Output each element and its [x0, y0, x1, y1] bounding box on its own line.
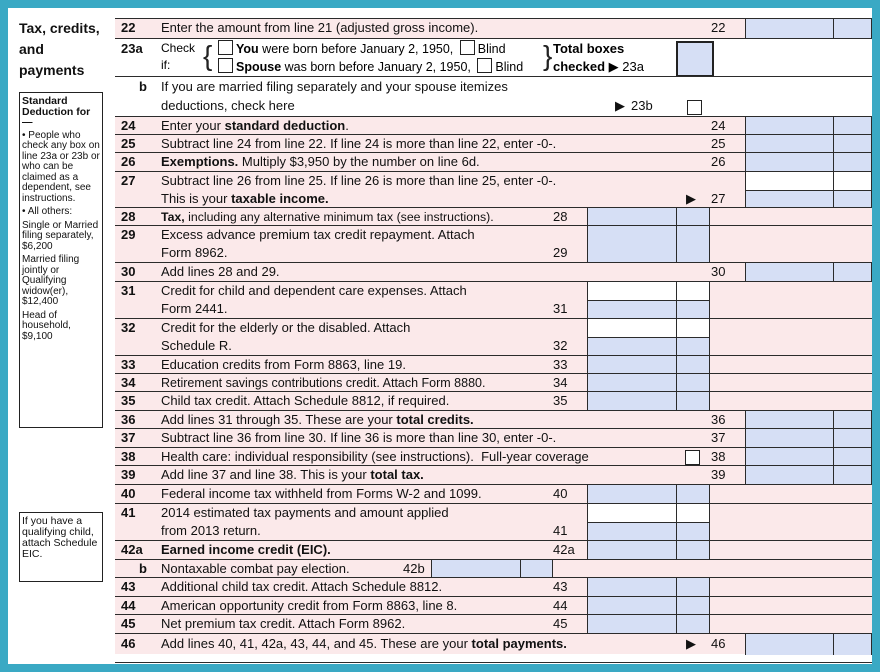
- line-24-amount-field[interactable]: [745, 117, 872, 135]
- line-38-amount-field[interactable]: [745, 448, 872, 466]
- line-number: 33: [121, 357, 136, 372]
- line-description: 2014 estimated tax payments and amount applied: [161, 505, 449, 520]
- line-ref: 22: [711, 20, 726, 35]
- line-46-amount-field[interactable]: [745, 634, 872, 655]
- arrow-icon: ▶: [608, 59, 619, 74]
- line-23a-you: [215, 40, 506, 58]
- arrow-icon: ▶: [686, 636, 696, 651]
- line-ref: 26: [711, 154, 726, 169]
- tax-form-section: [8, 8, 872, 664]
- line-ref: 34: [553, 375, 568, 390]
- arrow-icon: ▶: [686, 191, 696, 206]
- line-41-blank: [587, 504, 710, 522]
- line-44-amount-field[interactable]: [587, 597, 710, 615]
- line-description: Schedule R.: [161, 338, 232, 353]
- open-brace: {: [203, 40, 213, 71]
- line-23a-spouse: [215, 58, 523, 76]
- line-number: 24: [121, 118, 136, 133]
- total-boxes-label: [553, 40, 673, 76]
- line-28-row: [115, 207, 872, 225]
- line-36-amount-field[interactable]: [745, 411, 872, 429]
- line-number: 25: [121, 136, 136, 151]
- line-32-blank: [587, 319, 710, 337]
- line-42a-amount-field[interactable]: [587, 541, 710, 560]
- line-description: If you are married filing separately and your spouse itemizes: [161, 79, 508, 94]
- standard-deduction-note: • All others:: [22, 206, 73, 217]
- line-description: from 2013 return.: [161, 523, 261, 538]
- line-ref: 40: [553, 486, 568, 501]
- you-born-before-checkbox[interactable]: [218, 40, 233, 55]
- line-ref: 25: [711, 136, 726, 151]
- line-45-amount-field[interactable]: [587, 615, 710, 634]
- line-description: Credit for child and dependent care expenses. Attach: [161, 283, 467, 298]
- line-32-row: [115, 318, 872, 355]
- line-description: Federal income tax withheld from Forms W-2 and 1099.: [161, 486, 482, 501]
- line-description: Earned income credit (EIC).: [161, 542, 331, 557]
- line-ref: 42b: [403, 561, 425, 576]
- line-description: Tax, including any alternative minimum tax (see instructions).: [161, 210, 494, 224]
- line-32-amount-field[interactable]: [587, 337, 710, 356]
- line-29-row: [115, 225, 872, 262]
- line-26-amount-field[interactable]: [745, 153, 872, 172]
- line-number: 32: [121, 320, 136, 335]
- line-ref: 36: [711, 412, 726, 427]
- you-blind-checkbox[interactable]: [460, 40, 475, 55]
- line-description: Nontaxable combat pay election.: [161, 561, 350, 576]
- line-33-amount-field[interactable]: [587, 356, 710, 374]
- blind-label: Blind: [495, 60, 524, 74]
- line-description: Health care: individual responsibility (see instructions). Full-year coverage: [161, 449, 589, 464]
- line-ref: 31: [553, 301, 568, 316]
- total-boxes-checked-field[interactable]: [676, 41, 714, 77]
- line-23a-row: [115, 38, 872, 76]
- line-25-amount-field[interactable]: [745, 135, 872, 153]
- line-number: 26: [121, 154, 136, 169]
- line-ref: 46: [711, 636, 726, 651]
- line-ref: 27: [711, 191, 726, 206]
- line-ref: 43: [553, 579, 568, 594]
- line-28-amount-field[interactable]: [587, 208, 710, 226]
- line-38-row: [115, 447, 872, 465]
- line-30-amount-field[interactable]: [745, 263, 872, 282]
- line-45-row: [115, 614, 872, 633]
- line-42b-row: [115, 559, 872, 577]
- standard-deduction-note: • People who check any box on line 23a or 23b or who can be claimed as a dependent, see instructions.: [22, 129, 100, 204]
- line-25-row: [115, 134, 872, 152]
- line-number: 36: [121, 412, 136, 427]
- section-title-line: payments: [19, 62, 85, 78]
- standard-deduction-note: Married filing jointly or Qualifying widow(er), $12,400: [22, 254, 80, 307]
- line-ref: 44: [553, 598, 568, 613]
- line-number: 38: [121, 449, 136, 464]
- full-year-coverage-checkbox[interactable]: [685, 450, 700, 465]
- line-ref: 37: [711, 430, 726, 445]
- line-description: Retirement savings contributions credit. Attach Form 8880.: [161, 376, 486, 390]
- line-description: Education credits from Form 8863, line 19.: [161, 357, 406, 372]
- section-title-line: Tax, credits,: [19, 20, 100, 36]
- line-description: Excess advance premium tax credit repayment. Attach: [161, 227, 475, 242]
- standard-deduction-note: Single or Married filing separately, $6,200: [22, 219, 99, 252]
- line-number: 39: [121, 467, 136, 482]
- line-number: 41: [121, 505, 136, 520]
- line-42a-row: [115, 540, 872, 559]
- line-description: Add lines 40, 41, 42a, 43, 44, and 45. These are your total payments.: [161, 636, 567, 651]
- line-ref: 42a: [553, 542, 575, 557]
- line-34-amount-field[interactable]: [587, 374, 710, 392]
- arrow-icon: ▶: [615, 98, 625, 113]
- line-30-row: [115, 262, 872, 281]
- line-ref: 23b: [631, 98, 653, 113]
- line-35-amount-field[interactable]: [587, 392, 710, 411]
- line-description: Enter the amount from line 21 (adjusted gross income).: [161, 20, 479, 35]
- close-brace: }: [543, 40, 553, 71]
- left-column: [8, 8, 115, 664]
- line-description: Subtract line 36 from line 30. If line 36 is more than line 30, enter -0-.: [161, 430, 557, 445]
- line-ref: 32: [553, 338, 568, 353]
- line-31-row: [115, 281, 872, 318]
- line-description: Net premium tax credit. Attach Form 8962.: [161, 616, 406, 631]
- bottom-rule: [115, 662, 872, 663]
- line-description: Child tax credit. Attach Schedule 8812, if required.: [161, 393, 450, 408]
- spouse-itemizes-checkbox[interactable]: [687, 100, 702, 115]
- line-description: Additional child tax credit. Attach Schedule 8812.: [161, 579, 443, 594]
- line-43-amount-field[interactable]: [587, 578, 710, 597]
- line-number: 44: [121, 598, 136, 613]
- line-26-row: [115, 152, 872, 171]
- line-number: 31: [121, 283, 136, 298]
- line-37-amount-field[interactable]: [745, 429, 872, 448]
- line-27-amount-field[interactable]: [745, 190, 872, 208]
- spouse-label: Spouse: [236, 60, 282, 74]
- line-ref: 29: [553, 245, 568, 260]
- line-ref: 41: [553, 523, 568, 538]
- line-number: 22: [121, 20, 136, 35]
- line-27-row: [115, 171, 872, 207]
- line-40-row: [115, 484, 872, 503]
- line-number: 30: [121, 264, 136, 279]
- standard-deduction-box: [19, 92, 103, 428]
- line-number: b: [139, 561, 147, 576]
- line-number: 34: [121, 375, 136, 390]
- line-number: 45: [121, 616, 136, 631]
- line-description: Subtract line 26 from line 25. If line 26 is more than line 25, enter -0-.: [161, 173, 557, 188]
- line-37-row: [115, 428, 872, 447]
- line-description: Exemptions. Multiply $3,950 by the number on line 6d.: [161, 154, 480, 169]
- line-44-row: [115, 596, 872, 614]
- line-number: 29: [121, 227, 136, 242]
- line-number: 35: [121, 393, 136, 408]
- line-description: Subtract line 24 from line 22. If line 24 is more than line 22, enter -0-.: [161, 136, 557, 151]
- line-ref: 38: [711, 449, 726, 464]
- line-27-blank: [745, 172, 872, 190]
- line-40-amount-field[interactable]: [587, 485, 710, 504]
- you-label: You: [236, 42, 259, 56]
- you-text: were born before January 2, 1950,: [262, 42, 454, 56]
- line-36-row: [115, 410, 872, 428]
- total-boxes-text: Total boxes checked: [553, 41, 625, 74]
- line-description: Credit for the elderly or the disabled. Attach: [161, 320, 411, 335]
- line-33-row: [115, 355, 872, 373]
- line-43-row: [115, 577, 872, 596]
- line-description: deductions, check here: [161, 98, 295, 113]
- line-23b-row: [115, 76, 872, 116]
- line-description: American opportunity credit from Form 8863, line 8.: [161, 598, 458, 613]
- line-number: 28: [121, 209, 136, 224]
- line-ref: 30: [711, 264, 726, 279]
- line-39-amount-field[interactable]: [745, 466, 872, 485]
- section-title: [19, 18, 100, 81]
- line-22-amount-field[interactable]: [745, 19, 872, 38]
- line-46-row: [115, 633, 872, 654]
- line-29-amount-field[interactable]: [587, 226, 710, 263]
- line-ref: 35: [553, 393, 568, 408]
- line-number: 40: [121, 486, 136, 501]
- line-39-row: [115, 465, 872, 484]
- line-31-amount-field[interactable]: [587, 300, 710, 319]
- standard-deduction-heading: Standard Deduction for—: [22, 95, 91, 128]
- line-41-row: [115, 503, 872, 540]
- line-number: 46: [121, 636, 136, 651]
- blind-label: Blind: [477, 42, 506, 56]
- line-number: 23a: [121, 41, 143, 56]
- line-42b-amount-field[interactable]: [431, 560, 553, 578]
- spouse-blind-checkbox[interactable]: [477, 58, 492, 73]
- line-34-row: [115, 373, 872, 391]
- line-description: Add line 37 and line 38. This is your total tax.: [161, 467, 424, 482]
- line-ref: 45: [553, 616, 568, 631]
- section-title-line: and: [19, 41, 44, 57]
- line-description: Add lines 31 through 35. These are your total credits.: [161, 412, 474, 427]
- line-description: Enter your standard deduction.: [161, 118, 349, 133]
- line-number: 42a: [121, 542, 143, 557]
- line-41-amount-field[interactable]: [587, 522, 710, 541]
- line-number: b: [139, 79, 147, 94]
- line-description: Form 2441.: [161, 301, 228, 316]
- line-description: Add lines 28 and 29.: [161, 264, 280, 279]
- line-22-row: [115, 18, 872, 38]
- line-description: Form 8962.: [161, 245, 228, 260]
- eic-note: If you have a qualifying child, attach Schedule EIC.: [19, 512, 103, 582]
- line-ref: 33: [553, 357, 568, 372]
- spouse-text: was born before January 2, 1950,: [284, 60, 471, 74]
- standard-deduction-note: Head of household, $9,100: [22, 309, 71, 342]
- line-24-row: [115, 116, 872, 134]
- line-number: 43: [121, 579, 136, 594]
- line-ref: 28: [553, 209, 568, 224]
- line-35-row: [115, 391, 872, 410]
- line-number: 27: [121, 173, 136, 188]
- line-ref: 24: [711, 118, 726, 133]
- line-ref: 23a: [622, 59, 644, 74]
- check-if-label: Check if:: [161, 41, 196, 72]
- line-31-blank: [587, 282, 710, 300]
- line-number: 37: [121, 430, 136, 445]
- spouse-born-before-checkbox[interactable]: [218, 58, 233, 73]
- line-description: This is your taxable income.: [161, 191, 329, 206]
- line-ref: 39: [711, 467, 726, 482]
